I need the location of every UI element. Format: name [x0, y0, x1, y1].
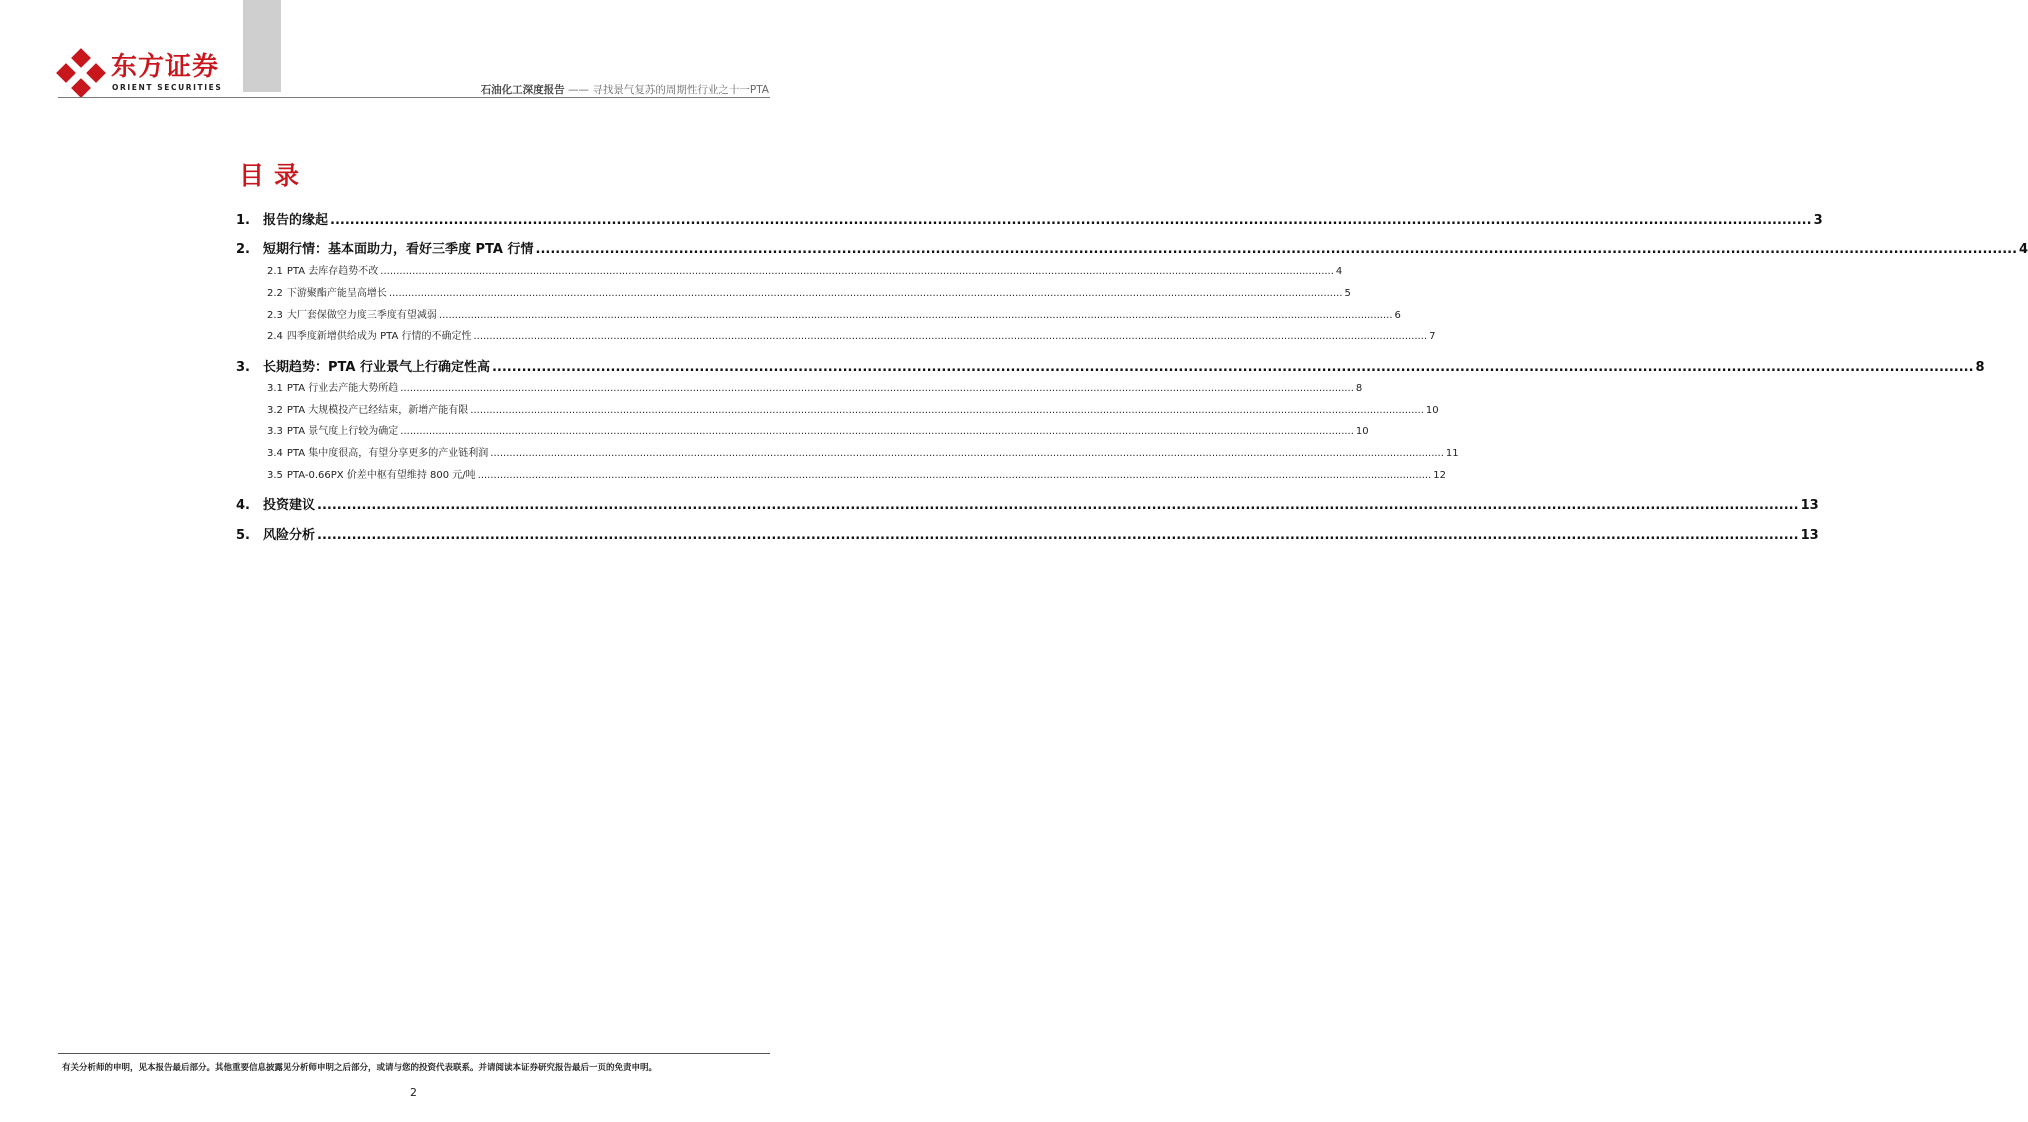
toc-entry-page: 8: [1975, 360, 1985, 375]
toc-entry-page: 3: [1813, 213, 1823, 228]
toc-entry-text: 下游聚酯产能呈高增长: [286, 288, 387, 299]
toc-entry-2-3[interactable]: [267, 309, 1401, 323]
toc-entry-page: 11: [1445, 448, 1459, 459]
toc-entry-number: 2.4: [267, 331, 283, 342]
toc-entry-text: 报告的缘起: [263, 213, 329, 228]
toc-entry-2-2[interactable]: [267, 287, 1351, 301]
toc-leader-dots: ............................................................................................................................................................................................................................................................................................................: [400, 426, 1354, 437]
toc-entry-page: 13: [1800, 498, 1819, 513]
toc-entry-number: 2.: [236, 242, 250, 257]
header-grey-tab: [243, 0, 281, 92]
toc-entry-text: 四季度新增供给成为 PTA 行情的不确定性: [286, 331, 472, 342]
toc-entry-page: 7: [1429, 331, 1436, 342]
toc-leader-dots: ............................................................................................................................................................................................................................................................................................................: [490, 448, 1444, 459]
toc-entry-text: 短期行情：基本面助力，看好三季度 PTA 行情: [263, 242, 534, 257]
toc-entry-number: 1.: [236, 213, 250, 228]
toc-entry-text: PTA 景气度上行较为确定: [286, 426, 399, 437]
toc-entry-number: 2.3: [267, 310, 283, 321]
report-subtitle: 寻找景气复苏的周期性行业之十一PTA: [592, 84, 769, 96]
toc-entry-3-3[interactable]: [267, 425, 1369, 439]
toc-entry-page: 10: [1355, 426, 1369, 437]
toc-entry-text: 投资建议: [263, 498, 316, 513]
toc-leader-dots: ............................................................................................................................................................................................................................................................................................................: [388, 288, 1343, 299]
toc-entry-number: 3.5: [267, 470, 283, 481]
toc-entry-number: 3.4: [267, 448, 283, 459]
toc-entry-page: 13: [1800, 528, 1819, 543]
toc-entry-text: PTA 大规模投产已经结束，新增产能有限: [286, 405, 469, 416]
page-number: 2: [410, 1086, 417, 1099]
toc-entry-4[interactable]: [236, 497, 1819, 515]
toc-entry-page: 5: [1344, 288, 1351, 299]
toc-entry-text: PTA 集中度很高，有望分享更多的产业链利润: [286, 448, 489, 459]
toc-entry-2-1[interactable]: [267, 265, 1343, 279]
toc-entry-page: 10: [1425, 405, 1439, 416]
toc-entry-number: 2.1: [267, 266, 283, 277]
toc-entry-3[interactable]: [236, 359, 1985, 377]
toc-entry-page: 6: [1394, 310, 1401, 321]
toc-leader-dots: ............................................................................................................................................................................................................................................................................................................: [317, 528, 1799, 543]
toc-entry-text: 大厂套保做空力度三季度有望减弱: [286, 310, 437, 321]
toc-entry-text: 风险分析: [263, 528, 316, 543]
toc-entry-5[interactable]: [236, 527, 1819, 545]
toc-entry-3-1[interactable]: [267, 382, 1363, 396]
toc-entry-text: PTA-0.66PX 价差中枢有望维持 800 元/吨: [286, 470, 476, 481]
toc-entry-page: 4: [1335, 266, 1343, 277]
footer-divider: [58, 1053, 770, 1054]
header-separator: ——: [564, 84, 593, 96]
toc-leader-dots: ............................................................................................................................................................................................................................................................................................................: [438, 310, 1393, 321]
running-header: [481, 82, 769, 97]
toc-entry-page: 12: [1433, 470, 1446, 481]
toc-leader-dots: ............................................................................................................................................................................................................................................................................................................: [470, 405, 1424, 416]
toc-entry-page: 4: [2019, 242, 2028, 257]
toc-entry-number: 3.1: [267, 383, 283, 394]
toc-leader-dots: ............................................................................................................................................................................................................................................................................................................: [380, 266, 1334, 277]
toc-leader-dots: ............................................................................................................................................................................................................................................................................................................: [491, 360, 1974, 375]
header-divider: [58, 97, 770, 98]
toc-leader-dots: ............................................................................................................................................................................................................................................................................................................: [400, 383, 1354, 394]
toc-entry-3-4[interactable]: [267, 447, 1459, 461]
company-logo: [58, 50, 228, 95]
logo-chinese-name: 东方证券: [111, 52, 220, 82]
toc-entry-number: 5.: [236, 528, 250, 543]
logo-english-name: ORIENT SECURITIES: [112, 83, 223, 92]
toc-leader-dots: ............................................................................................................................................................................................................................................................................................................: [473, 331, 1428, 342]
report-type: 石油化工深度报告: [480, 84, 565, 96]
toc-entry-number: 3.2: [267, 405, 283, 416]
toc-entry-2[interactable]: [236, 241, 2028, 259]
toc-entry-text: PTA 去库存趋势不改: [286, 266, 379, 277]
toc-leader-dots: ............................................................................................................................................................................................................................................................................................................: [330, 213, 1812, 228]
toc-entry-number: 3.: [236, 360, 250, 375]
toc-leader-dots: ............................................................................................................................................................................................................................................................................................................: [317, 498, 1799, 513]
toc-entry-text: 长期趋势：PTA 行业景气上行确定性高: [263, 360, 490, 375]
toc-entry-3-2[interactable]: [267, 404, 1439, 418]
toc-entry-page: 8: [1355, 383, 1363, 394]
orient-securities-logo-icon: [58, 50, 104, 96]
toc-entry-number: 3.3: [267, 426, 283, 437]
toc-entry-2-4[interactable]: [267, 330, 1436, 344]
toc-leader-dots: ............................................................................................................................................................................................................................................................................................................: [535, 242, 2018, 257]
toc-leader-dots: ............................................................................................................................................................................................................................................................................................................: [477, 470, 1432, 481]
toc-entry-1[interactable]: [236, 212, 1823, 230]
toc-entry-number: 4.: [236, 498, 250, 513]
toc-entry-text: PTA 行业去产能大势所趋: [286, 383, 399, 394]
toc-entry-number: 2.2: [267, 288, 283, 299]
footer-disclaimer: 有关分析师的申明，见本报告最后部分。其他重要信息披露见分析师申明之后部分，或请与您的投资代表联系。并请阅读本证券研究报告最后一页的免责申明。: [62, 1063, 658, 1073]
toc-entry-3-5[interactable]: [267, 469, 1446, 483]
toc-title: 目录: [239, 161, 310, 190]
